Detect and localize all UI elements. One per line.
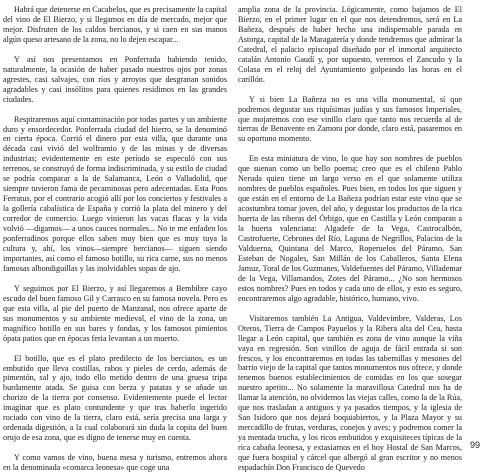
- paragraph: El botillo, que es el plato predilecto de los bercianos, es un embutido que lleva costillas, rabos y pieles de cerdo, además de pimentón, sal y ajo, todo ello metido dentro de una gruesa tripa burdamente atada. Se guisa con berza y patatas y se añade un chorizo de la tierra por consenso. Evidentemente puede el lector imaginar que es plato contundente y que tras haberlo ingerido rociado con vino de la tierra, claro está, sería precisa una larga y ordenada digestión, a la cual colaborará sin duda la copita del buen orujo de esa zona, que es digno de tenerse muy en cuenta.: [3, 353, 227, 443]
- right-column: [238, 5, 462, 472]
- left-column: [3, 5, 227, 473]
- paragraph: Y como vamos de vino, buena mesa y turismo, entremos ahora en la denominada «comarca leonesa» que coge una: [3, 453, 227, 473]
- paragraph-continued: amplia zona de la provincia. Lógicamente, como bajamos de El Bierzo, en el primer lugar en el que nos detendremos, será en La Bañeza, después de haber hecho una indispensable parada en Astorga, capital de la Maragatería y donde tendremos que admirar la Catedral, el palacio episcopal diseñado por el inmortal arquitecto catalán Antonio Gaudí y, por supuesto, veremos el Zancudo y la Colasa en el reloj del Ayuntamiento golpeando las horas en el carillón.: [238, 5, 462, 84]
- paragraph: Respiraremos aquí contaminación por todas partes y un ambiente duro y ensordecedor. Ponferrada ciudad del hierro, se la denominó en cierta época. Corrió el dinero por esta villa, que durante una década casi vivió del wolframio y de las minas y de diversas industrias; evidentemente en este período se especuló con sus terrenos, se construyó de forma indiscriminada, y su estilo de ciudad se podría comparar a la de Salamanca, León o Valladolid, que siempre tuvieron fama de pecaminosas pero adecentadas. Esta Pons Ferratus, por el contrario acogió allí por los conciertos y festivales a la gollería cabalística de España y corrió la plata del minero y del corredor de comercio. Luego vinieron las vacas flacas y la vida volvió —digamos— a unos cauces normales... No te me enfaden los ponferradinos porque ellos saben muy bien que es muy tuya la cultura y, ahí, los vinos—siempre bercianos— siguen siendo importantes, así como el famoso botillo, su rica carne, sus no menos famosas albondiguillas y las inolvidables sopas de ajo.: [3, 114, 227, 273]
- paragraph: En esta miniatura de vino, lo que hay son nombres de pueblos que suenan como un bello poema; creo que es el chileno Pablo Neruda quien tiene un largo verso en el que solamente utiliza nombres de pueblos españoles. Pues bien, en todos los que siguen y que están en el entorno de La Bañeza podrían estar este vino que se acostumbra tomar joven, del año, y degustar los productos de la rica huerta de las riberas del Órbigo, que en Castilla y León comparan a la huerta valenciana: Algadefe de la Vega, Castrocalbón, Castrofuerte, Cebrones del Río, Laguna de Negrillos, Palacios de la Valduerna, Quintana del Marco, Roperuelos del Páramo, San Esteban de Nogales, San Millán de los Caballeros, Santa Elena Jamuz, Toral de los Guzmanes, Valdefuentes del Páramo, Villademar de la Vega, Villamandos, Zotes del Páramo... ¿No son hermosos estos nombres? Pues en todos y cada uno de ellos, y esto es seguro, encontraremos algo agradable, histórico, humano, vivo.: [238, 154, 462, 303]
- paragraph: Y seguimos por El Bierzo, y así llegaremos a Bembibre cayo escudo del buen famoso Gil y Carrasco en su famosa novela. Pero es que esta villa, al pie del puerto de Manzanal, nos ofrece aparte de sus monumentos y su ambiente medieval, el vino de la zona, un magnífico botillo en sus bares y fondas, y los famosos pimientos ópata patios que en épocas feria levantan a un muerto.: [3, 283, 227, 343]
- page-number: 99: [469, 440, 480, 450]
- paragraph: Y así nos presentamos en Ponferrada habiendo tenido, naturalmente, la ocasión de haber pasado nuestros ojos por zonas agrestes, casi salvajes, con ríos y arroyos que desgranan sonidos agradables y casi insólitos para quienes residimos en las grandes ciudades.: [3, 54, 227, 104]
- paragraph: Y si bien La Bañeza no es una villa monumental, sí que podremos degustar sus riquísimas judías y sus famosos Imperiales, que mojaremos con ese vinillo claro que tanto nos recuerda al de tierras de Benavente en Zamora por donde, claro está, pasaremos en su oportuno momento.: [238, 94, 462, 144]
- paragraph: Visitaremos también La Antigua, Valdevimbre, Valderas, Los Oteros, Tierra de Campos Payuelos y la Ribera alta del Cea, hasta llegar a León capital, que también es zona de vino aunque la viña vaya en regresión. Son vinillos de aguja de fácil entrada si son frescos, y los encontraremos en todas las tabernillas y mesones del barrio viejo de la capital que tantos monumentos nos ofrece, y donde tenemos buenos establecimientos de comidas en los que sosegar nuestro apetito... No solamente la maravillosa Catedral nos ha de llamar la atención, no olvidemos las viejas calles, como la de la Rúa, que nos trasladan a antiguos y ya pasados tiempos, y la iglesia de San Isidoro que nos dejará boquiabiertos, y la Plaza Mayor y su mercadillo de frutas, verduras, conejos y aves; y podremos comer la ya mentada trucha, y los ricos embutidos y exquisiteces típicas de la rica cabaña leonesa, y extasiarnos en el hoy Hostal de San Marcos, que fuera hospital y cárcel que albergó al gran escritor y no menos espadachín Don Francisco de Quevedo: [238, 313, 462, 472]
- paragraph: Habrá que detenerse en Cacabelos, que es precisamente la capital del vino de El Bierzo, y si llegamos en día de mercado, mejor que mejor. Disfruten de los caldos bercianos, y si caen en sus manos algún queso artesano de la zona, no lo dejen escapar...: [3, 5, 227, 44]
